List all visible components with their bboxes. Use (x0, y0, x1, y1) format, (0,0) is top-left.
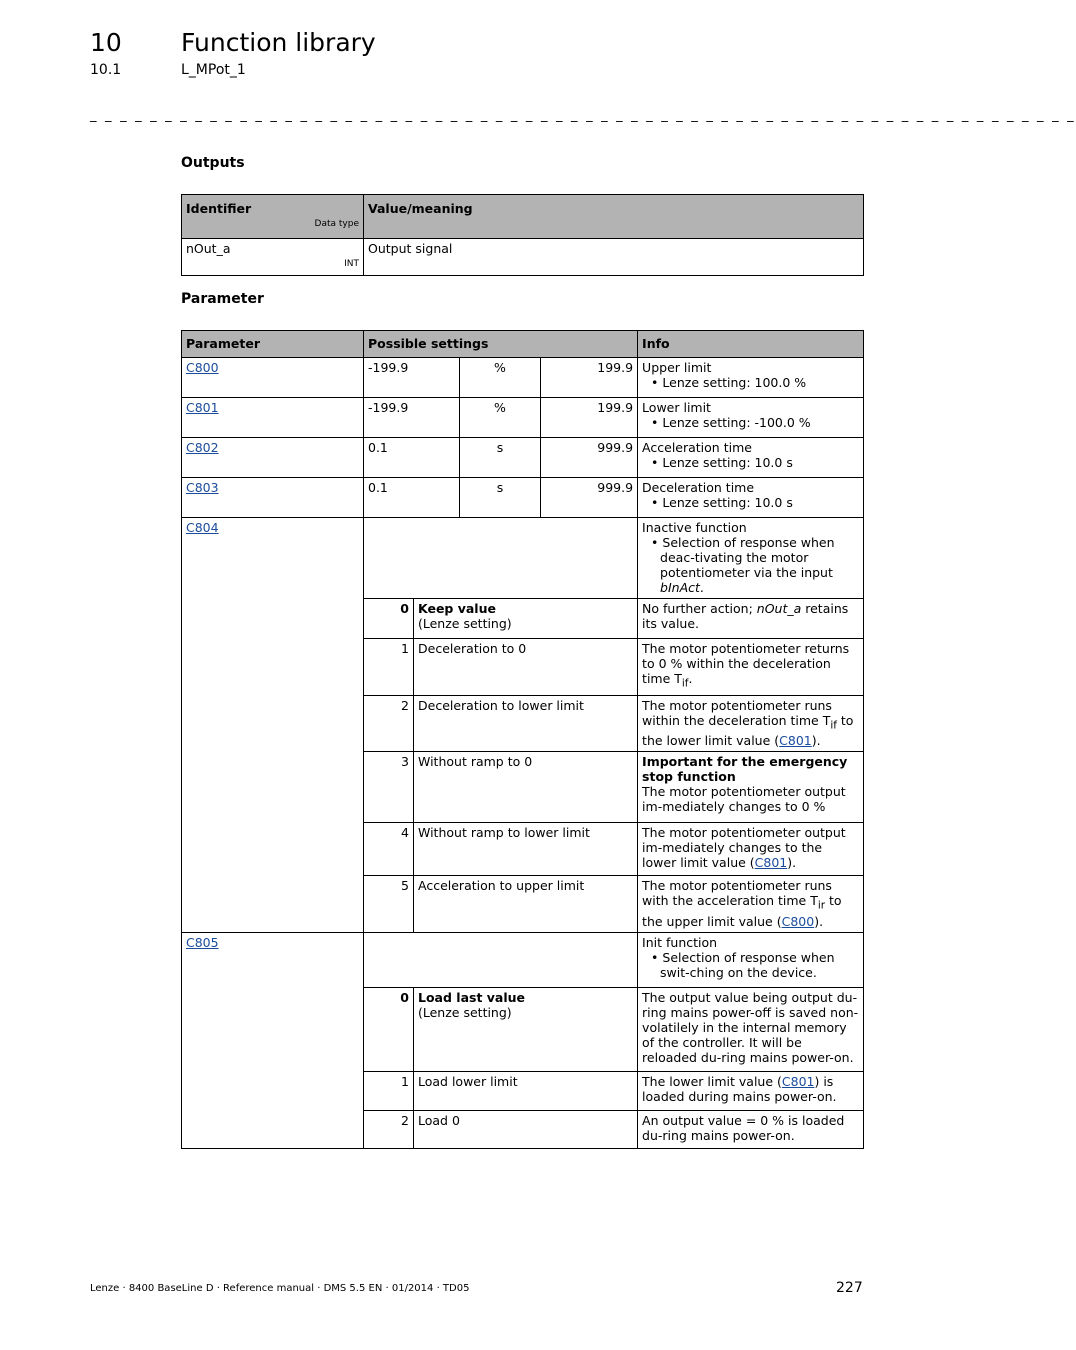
option-info: Important for the emergency stop function The motor potentiometer output im-mediately changes to 0 % (638, 752, 864, 823)
info-title: Init function (642, 934, 718, 950)
option-number: 0 (364, 599, 414, 639)
info-cell (638, 438, 864, 478)
output-identifier-cell (182, 239, 364, 276)
option-label: Load 0 (414, 1110, 638, 1148)
outputs-table (181, 194, 864, 276)
parameter-header-row (182, 331, 864, 358)
option-label: Keep value (Lenze setting) (414, 599, 638, 639)
option-number: 2 (364, 695, 414, 752)
option-number: 1 (364, 1071, 414, 1110)
page-number: 227 (836, 1280, 863, 1296)
table-row (182, 438, 864, 478)
option-number: 2 (364, 1110, 414, 1148)
info-bullet: • Selection of response when swit-ching on the device. (651, 949, 835, 980)
range-unit: % (460, 398, 541, 438)
outputs-header-row (182, 195, 864, 239)
param-cell-c805 (182, 932, 364, 1148)
param-link-c800[interactable]: C800 (186, 360, 219, 375)
datatype-header-label: Data type (314, 219, 359, 229)
table-row (182, 239, 864, 276)
section-title: L_MPot_1 (181, 62, 246, 78)
chapter-title: Function library (181, 28, 376, 57)
option-info: The lower limit value (C801) is loaded during mains power-on. (638, 1071, 864, 1110)
outputs-col-identifier (182, 195, 364, 239)
range-unit: % (460, 358, 541, 398)
option-label: Acceleration to upper limit (414, 876, 638, 933)
output-meaning: Output signal (364, 239, 864, 276)
header-divider: _ _ _ _ _ _ _ _ _ _ _ _ _ _ _ _ _ _ _ _ _ _ _ _ _ _ _ _ _ _ _ _ _ _ _ _ _ _ _ _ _ _ _ _ _ _ _ _ _ _ _ _ _ _ _ _ _ _ _ _ _ _ _ _ _ _ (90, 108, 1076, 123)
range-min: -199.9 (364, 398, 460, 438)
info-cell (638, 932, 864, 987)
param-link-c803[interactable]: C803 (186, 480, 219, 495)
option-link-c801[interactable]: C801 (779, 733, 812, 748)
info-bullet: • Selection of response when deac-tivating the motor potentiometer via the input bInAct. (651, 535, 835, 595)
info-cell (638, 398, 864, 438)
option-label: Load last value (Lenze setting) (414, 987, 638, 1071)
option-number: 0 (364, 987, 414, 1071)
range-min: -199.9 (364, 358, 460, 398)
info-title: Upper limit (642, 360, 712, 375)
output-datatype: INT (344, 259, 359, 269)
table-row (182, 358, 864, 398)
param-link-c801[interactable]: C801 (186, 400, 219, 415)
option-label: Deceleration to 0 (414, 639, 638, 696)
range-max: 199.9 (541, 358, 638, 398)
range-min: 0.1 (364, 438, 460, 478)
param-link-c802[interactable]: C802 (186, 440, 219, 455)
parameter-heading: Parameter (181, 291, 264, 307)
option-number: 1 (364, 639, 414, 696)
info-title: Lower limit (642, 400, 711, 415)
range-unit: s (460, 478, 541, 518)
table-row (182, 932, 864, 987)
range-min: 0.1 (364, 478, 460, 518)
range-max: 199.9 (541, 398, 638, 438)
table-row (182, 518, 864, 599)
section-number: 10.1 (90, 62, 122, 78)
info-cell (638, 518, 864, 599)
param-link-c805[interactable]: C805 (186, 934, 219, 950)
info-title: Deceleration time (642, 480, 755, 495)
chapter-number: 10 (90, 28, 122, 57)
param-link-c804[interactable]: C804 (186, 520, 219, 535)
option-label: Load lower limit (414, 1071, 638, 1110)
info-bullet: • Lenze setting: 10.0 s (651, 455, 793, 470)
option-info: The motor potentiometer output im-mediately changes to the lower limit value (C801). (638, 823, 864, 876)
option-info: The output value being output du-ring mains power-off is saved non-volatilely in the internal memory of the controller. It will be reloaded du-ring mains power-on. (638, 987, 864, 1071)
option-info: The motor potentiometer runs with the acceleration time $T_{ir}$ to the upper limit value (C800). (638, 876, 864, 933)
option-link-c801[interactable]: C801 (781, 1073, 815, 1089)
option-info: No further action; nOut_a retains its value. (638, 599, 864, 639)
outputs-heading: Outputs (181, 155, 245, 171)
option-info: An output value = 0 % is loaded du-ring mains power-on. (638, 1110, 864, 1148)
output-identifier: nOut_a (186, 241, 231, 256)
parameter-table (181, 330, 864, 1149)
table-row (182, 478, 864, 518)
info-title: Acceleration time (642, 440, 752, 455)
info-col-header: Info (638, 331, 864, 358)
option-label: Without ramp to lower limit (414, 823, 638, 876)
info-bullet: • Lenze setting: 10.0 s (651, 495, 793, 510)
outputs-col-value: Value/meaning (364, 195, 864, 239)
option-link-c801[interactable]: C801 (754, 855, 788, 870)
info-cell (638, 478, 864, 518)
option-label: Without ramp to 0 (414, 752, 638, 823)
option-info: The motor potentiometer runs within the deceleration time $T_{if}$ to the lower limit value (C801). (638, 695, 864, 752)
identifier-header-label: Identifier (186, 201, 252, 216)
option-number: 5 (364, 876, 414, 933)
option-link-c800[interactable]: C800 (781, 913, 815, 929)
param-col-header: Parameter (182, 331, 364, 358)
info-cell (638, 358, 864, 398)
option-info: The motor potentiometer returns to 0 % within the deceleration time $T_{if}$. (638, 639, 864, 696)
info-bullet: • Lenze setting: 100.0 % (651, 375, 807, 390)
option-label: Deceleration to lower limit (414, 695, 638, 752)
info-title: Inactive function (642, 520, 747, 535)
range-max: 999.9 (541, 438, 638, 478)
range-max: 999.9 (541, 478, 638, 518)
param-cell-c804 (182, 518, 364, 933)
range-unit: s (460, 438, 541, 478)
footer-document-info: Lenze · 8400 BaseLine D · Reference manual · DMS 5.5 EN · 01/2014 · TD05 (90, 1283, 470, 1294)
settings-col-header: Possible settings (364, 331, 638, 358)
option-number: 3 (364, 752, 414, 823)
table-row (182, 398, 864, 438)
info-bullet: • Lenze setting: -100.0 % (651, 415, 811, 430)
option-number: 4 (364, 823, 414, 876)
